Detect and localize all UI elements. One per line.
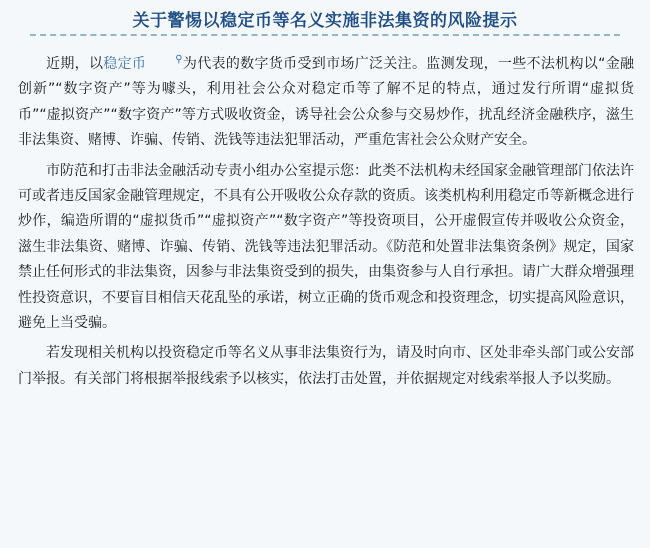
paragraph-2: 市防范和打击非法金融活动专责小组办公室提示您：此类不法机构未经国家金融管理部门依法许可或者违反国家金融管理规定，不具有公开吸收公众存款的资质。该类机构利用稳定币等新概念进行炒作，编造所谓的“虚拟货币”“虚拟资产”“数字资产”等投资项目，公开虚假宣传并吸收公众资金，滋生非法集资、赌博、诈骗、传销、洗钱等违法犯罪活动。《防范和处置非法集资条例》规定，国家禁止任何形式的非法集资，因参与非法集资受到的损失，由集资参与人自行承担。请广大群众增强理性投资意识，不要盲目相信天花乱坠的承诺，树立正确的货币观念和投资理念，切实提高风险意识，避免上当受骗。 [18,162,634,332]
paragraph-1-prefix: 近期，以 [46,56,104,72]
paragraph-1: 近期，以稳定币 ⚲为代表的数字货币受到市场广泛关注。监测发现，一些不法机构以“金融创新”“数字资产”等为噱头，利用社会公众对稳定币等了解不足的特点，通过发行所谓“虚拟货币”“虚拟资产”“数字资产”等方式吸收资金，诱导社会公众参与交易炒作，扰乱经济金融秩序，滋生非法集资、赌博、诈骗、传销、洗钱等违法犯罪活动，严重危害社会公众财产安全。 [18,54,635,149]
paragraph-1-rest: 为代表的数字货币受到市场广泛关注。监测发现，一些不法机构以“金融创新”“数字资产”等为噱头，利用社会公众对稳定币等了解不足的特点，通过发行所谓“虚拟货币”“虚拟资产”“数字资产”等方式吸收资金，诱导社会公众参与交易炒作，扰乱经济金融秩序，滋生非法集资、赌博、诈骗、传销、洗钱等违法犯罪活动，严重危害社会公众财产安全。 [18,56,635,149]
page-title: 关于警惕以稳定币等名义实施非法集资的风险提示 [132,11,518,31]
notice-header [0,0,650,40]
article-body [18,52,634,397]
stablecoin-search-link[interactable]: 稳定币 [103,56,147,72]
title-divider [30,34,620,36]
paragraph-3: 若发现相关机构以投资稳定币等名义从事非法集资行为，请及时向市、区处非牵头部门或公安部门举报。有关部门将根据举报线索予以核实，依法打击处置，并依据规定对线索举报人予以奖励。 [18,345,634,387]
